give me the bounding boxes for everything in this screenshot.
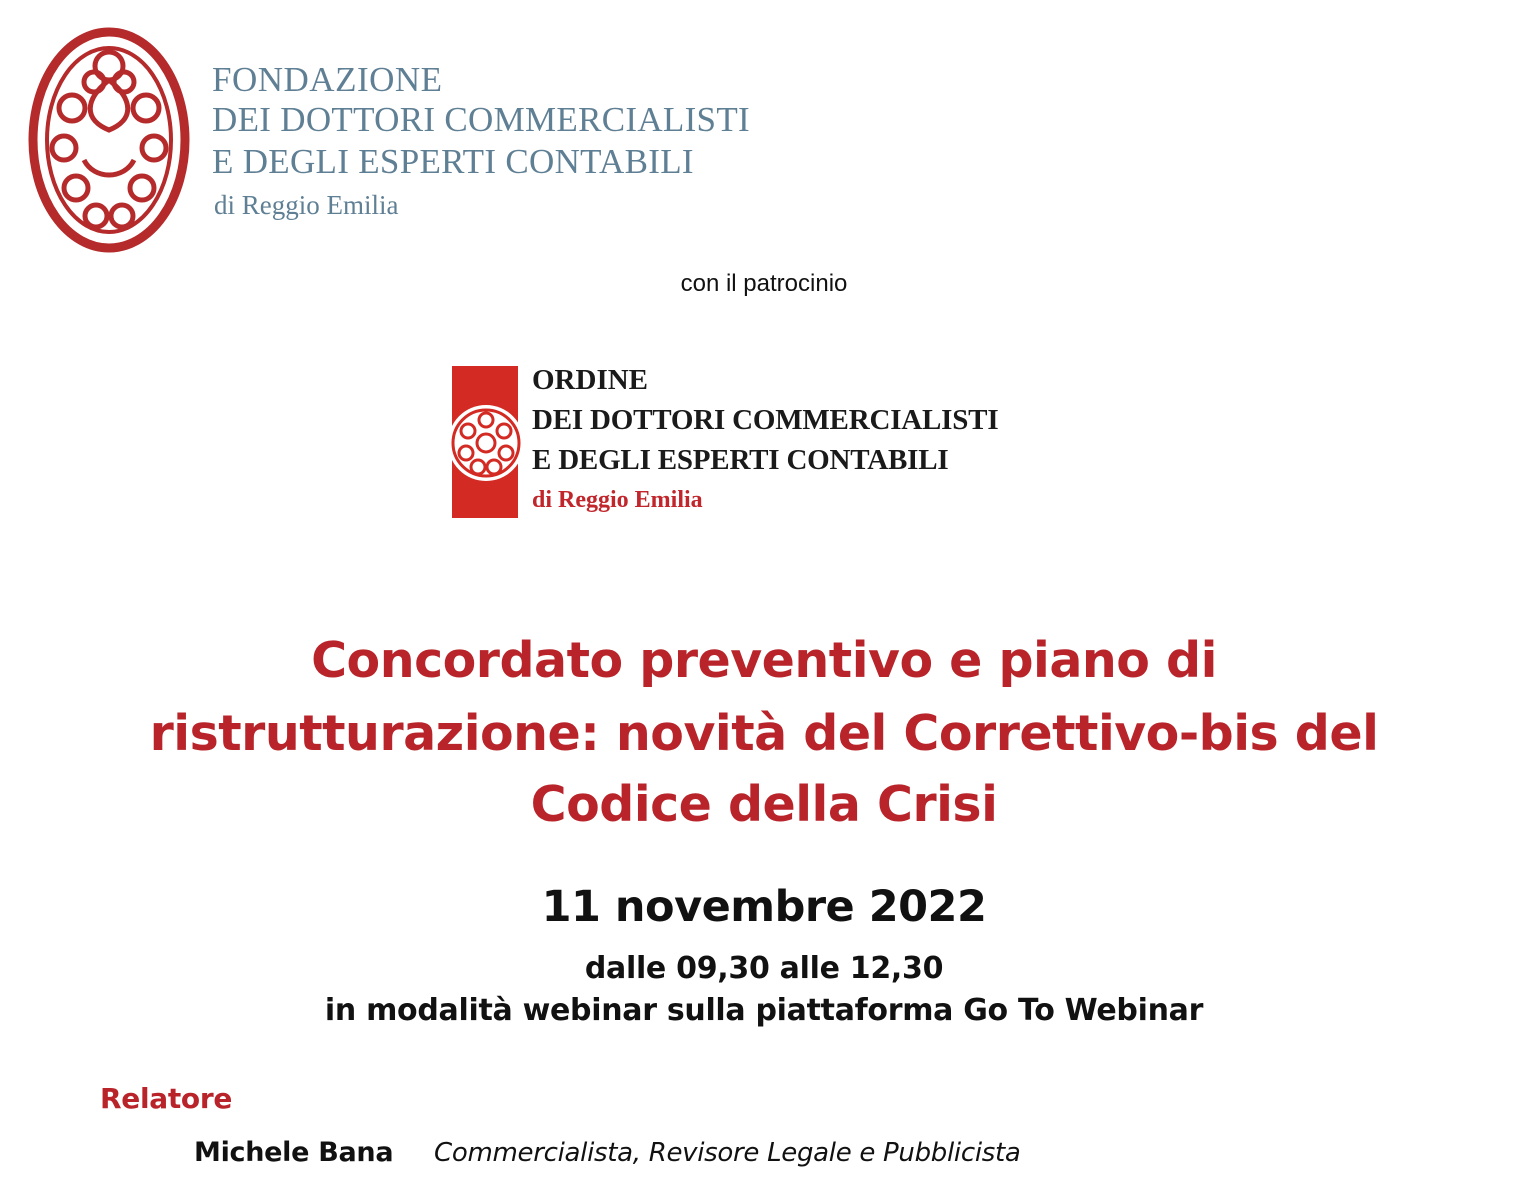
foundation-name-line: FONDAZIONE [212, 60, 443, 99]
ordine-name-line: ORDINE [532, 364, 649, 396]
speaker-name: Michele Bana [194, 1137, 394, 1168]
ordine-name-line: DEI DOTTORI COMMERCIALISTI [532, 404, 999, 436]
event-title-line: Codice della Crisi [530, 776, 998, 833]
foundation-name-line: E DEGLI ESPERTI CONTABILI [212, 142, 694, 181]
event-mode: in modalità webinar sulla piattaforma Go To Webinar [324, 993, 1204, 1028]
ordine-city: di Reggio Emilia [532, 487, 703, 513]
foundation-name-line: DEI DOTTORI COMMERCIALISTI [212, 100, 750, 139]
ordine-name-line: E DEGLI ESPERTI CONTABILI [532, 444, 949, 476]
fondazione-logo-icon [24, 20, 194, 260]
patronage-label: con il patrocinio [680, 270, 848, 297]
ordine-seal-icon [446, 403, 526, 483]
event-title-line: Concordato preventivo e piano di [311, 632, 1217, 689]
event-title-line: ristrutturazione: novità del Correttivo-bis del [149, 705, 1379, 762]
speaker-role: Commercialista, Revisore Legale e Pubblicista [434, 1138, 1021, 1168]
foundation-city: di Reggio Emilia [214, 190, 399, 220]
event-time: dalle 09,30 alle 12,30 [584, 951, 944, 986]
speaker-heading: Relatore [100, 1082, 233, 1115]
event-date: 11 novembre 2022 [541, 882, 987, 932]
